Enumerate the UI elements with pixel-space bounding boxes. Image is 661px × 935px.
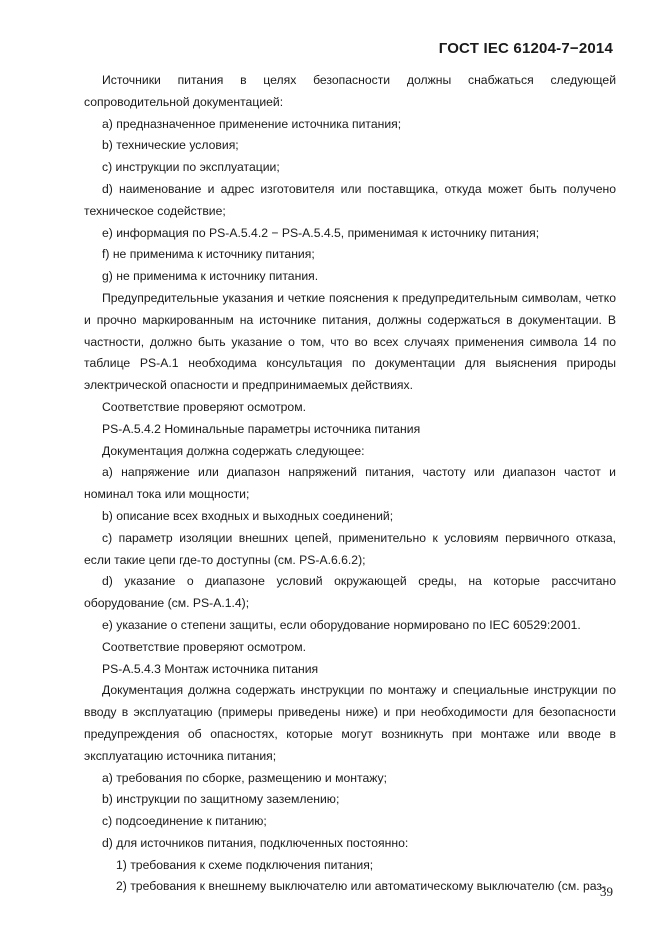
- list-item-d: d) наименование и адрес изготовителя или поставщика, откуда может быть получено техническое содействие;: [84, 181, 616, 218]
- paragraph-installation: Документация должна содержать инструкции по монтажу и специальные инструкции по вводу в эксплуатацию (примеры приведены ниже) и при необходимости для безопасности предупреждения об опасностях, которые могут возникнуть при монтаже или вводе в эксплуатацию источника питания;: [84, 683, 616, 763]
- sub-item-1: 1) требования к схеме подключения питания;: [116, 857, 374, 872]
- compliance-note: Соответствие проверяют осмотром.: [102, 639, 306, 654]
- list-item-c: c) подсоединение к питанию;: [102, 814, 267, 829]
- list-item-f: f) не применима к источнику питания;: [102, 247, 315, 262]
- paragraph-intro: Источники питания в целях безопасности должны снабжаться следующей сопроводительной документацией:: [84, 73, 616, 109]
- list-item-e: e) указание о степени защиты, если оборудование нормировано по IEC 60529:2001.: [102, 617, 581, 632]
- list-item-d: d) указание о диапазоне условий окружающей среды, на которые рассчитано оборудование (см. PS-A.1.4);: [84, 574, 616, 611]
- list-item-c: c) параметр изоляции внешних цепей, применительно к условиям первичного отказа, если такие цепи где-то доступны (см. PS-A.6.6.2);: [84, 530, 616, 567]
- section-heading-5-4-2: PS-A.5.4.2 Номинальные параметры источника питания: [102, 421, 421, 436]
- list-item-g: g) не применима к источнику питания.: [102, 269, 319, 284]
- list-item-e: e) информация по PS-A.5.4.2 − PS-A.5.4.5, применимая к источнику питания;: [102, 225, 540, 240]
- document-body: [84, 70, 616, 898]
- sub-item-2: 2) требования к внешнему выключателю или автоматическому выключателю (см. раз-: [116, 879, 607, 894]
- page-number: 39: [600, 884, 613, 899]
- list-item-a: a) требования по сборке, размещению и монтажу;: [102, 770, 388, 785]
- paragraph-docs-content: Документация должна содержать следующее:: [102, 443, 365, 458]
- section-heading-5-4-3: PS-A.5.4.3 Монтаж источника питания: [102, 661, 319, 676]
- compliance-note: Соответствие проверяют осмотром.: [102, 399, 306, 414]
- paragraph-warnings: Предупредительные указания и четкие пояснения к предупредительным символам, четко и прочно маркированным на источнике питания, должны содержаться в документации. В частности, должно быть указание о том, что во всех случаях применения символа 14 по таблице PS-A.1 необходима консультация по документации для выяснения природы электрической опасности и предпринимаемых действиях.: [84, 290, 616, 393]
- list-item-b: b) технические условия;: [102, 138, 239, 153]
- document-header: ГОСТ IEC 61204-7−2014: [438, 40, 613, 57]
- list-item-a: a) предназначенное применение источника питания;: [102, 116, 402, 131]
- list-item-d: d) для источников питания, подключенных постоянно:: [102, 835, 409, 850]
- list-item-c: c) инструкции по эксплуатации;: [102, 160, 280, 175]
- list-item-a: a) напряжение или диапазон напряжений питания, частоту или диапазон частот и номинал тока или мощности;: [84, 465, 616, 502]
- list-item-b: b) инструкции по защитному заземлению;: [102, 792, 340, 807]
- list-item-b: b) описание всех входных и выходных соединений;: [102, 508, 394, 523]
